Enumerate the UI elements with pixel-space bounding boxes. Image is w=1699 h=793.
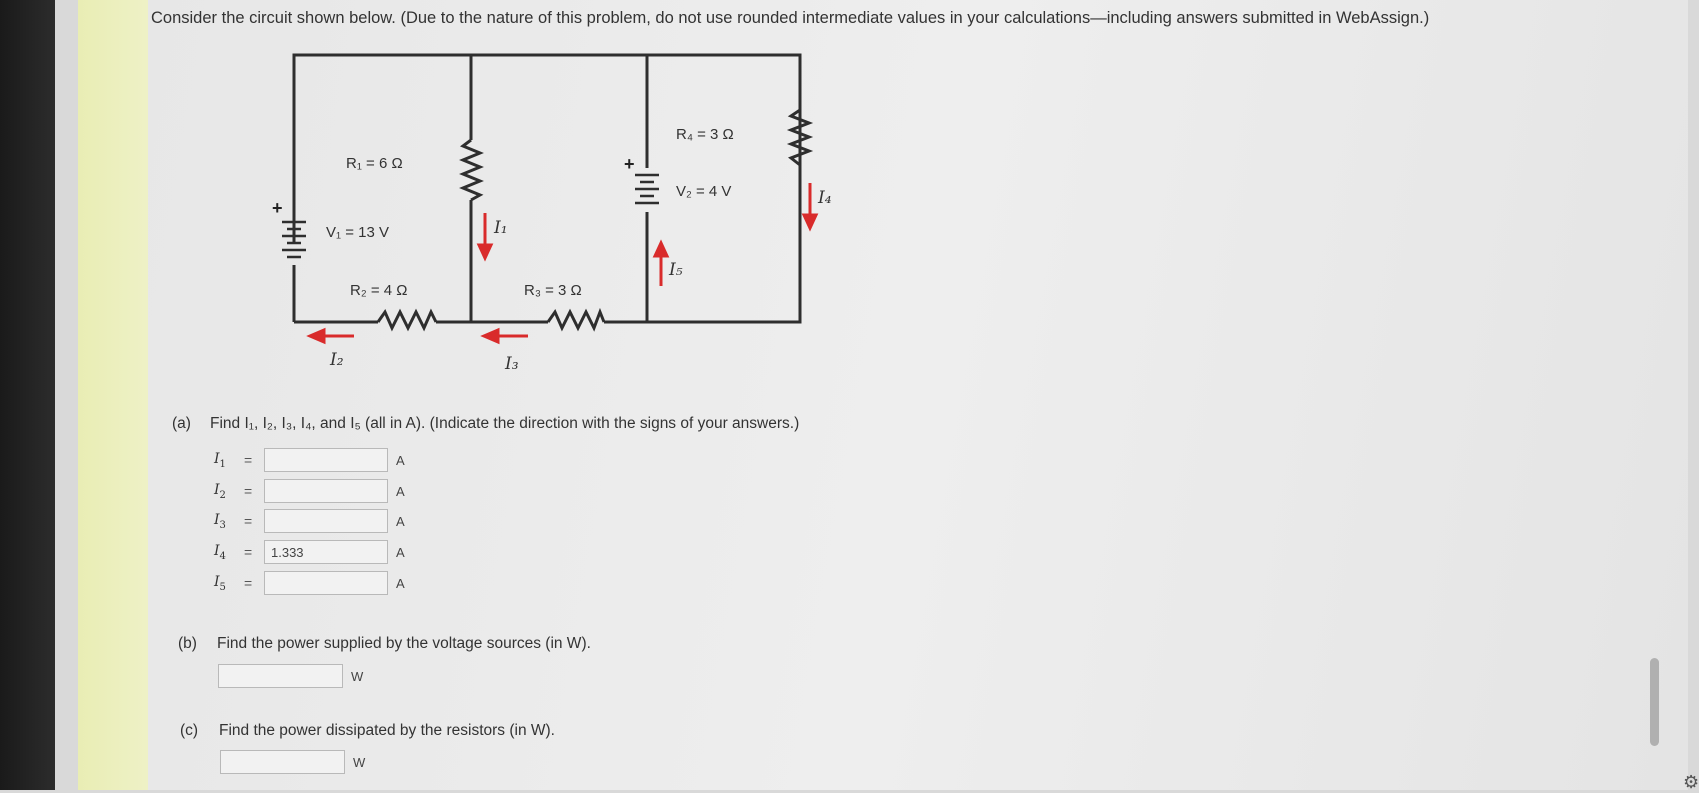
question-text: Consider the circuit shown below. (Due to the nature of this problem, do not use rounded intermediate values in your calculations—including answers submitted in WebAssign.) (151, 9, 1430, 27)
i3-unit: A (396, 513, 405, 529)
r3-label: R₃ = 3 Ω (524, 282, 582, 299)
i3-answer-input[interactable] (264, 509, 388, 533)
i2-unit: A (396, 483, 405, 499)
i2-answer-input[interactable] (264, 479, 388, 503)
i3-label: I₃ (505, 354, 519, 374)
r3-resistor (548, 312, 604, 328)
i2-answer-row (214, 477, 405, 505)
i2-label: I₂ (330, 350, 344, 370)
i4-answer-label: $I_4$ (214, 542, 226, 562)
settings-gear-icon[interactable]: ⚙ (1683, 772, 1699, 792)
i4-unit: A (396, 544, 405, 560)
i5-equals: = (244, 575, 253, 591)
power-supplied-input[interactable] (218, 664, 343, 688)
i4-arrow (804, 183, 816, 228)
v1-label: V₁ = 13 V (326, 224, 390, 241)
part-c-prompt: Find the power dissipated by the resistors (in W). (219, 722, 555, 739)
i5-answer-input[interactable] (264, 571, 388, 595)
part-a-prompt: Find I₁, I₂, I₃, I₄, and I₅ (all in A). (Indicate the direction with the signs of your answers.) (210, 415, 800, 432)
v2-battery (635, 175, 659, 203)
power-supplied-unit: W (351, 668, 364, 684)
i3-arrow (484, 330, 528, 342)
i4-equals: = (244, 544, 253, 560)
r1-label: R₁ = 6 Ω (346, 155, 403, 172)
i4-answer-row (214, 538, 405, 566)
i5-answer-label: $I_5$ (214, 573, 226, 593)
r1-resistor (463, 140, 480, 200)
i5-answer-row (214, 569, 405, 597)
i1-answer-label: $I_1$ (214, 450, 226, 470)
i1-answer-input[interactable] (264, 448, 388, 472)
i3-answer-label: $I_3$ (214, 511, 226, 531)
r4-label: R₄ = 3 Ω (676, 126, 734, 143)
part-b-prompt: Find the power supplied by the voltage sources (in W). (217, 635, 591, 652)
v2-plus-sign: + (624, 154, 635, 174)
power-dissipated-unit: W (353, 754, 366, 770)
r2-resistor (378, 312, 436, 328)
i2-answer-label: $I_2$ (214, 481, 226, 501)
part-b-letter: (b) (178, 635, 197, 652)
i1-arrow (479, 213, 491, 258)
i2-equals: = (244, 483, 253, 499)
part-a-letter: (a) (172, 415, 191, 432)
i3-answer-row (214, 507, 405, 535)
i5-arrow (655, 243, 667, 286)
i3-equals: = (244, 513, 253, 529)
i1-answer-row (214, 446, 405, 474)
power-supplied-row (218, 662, 363, 690)
i4-answer-input[interactable] (264, 540, 388, 564)
i5-unit: A (396, 575, 405, 591)
scrollbar-thumb[interactable] (1650, 658, 1659, 746)
r2-label: R₂ = 4 Ω (350, 282, 408, 299)
power-dissipated-input[interactable] (220, 750, 345, 774)
i4-label: I₄ (818, 188, 832, 208)
v1-plus-sign: + (272, 198, 283, 218)
v2-label: V₂ = 4 V (676, 183, 732, 200)
i1-unit: A (396, 452, 405, 468)
i1-equals: = (244, 452, 253, 468)
power-dissipated-row (220, 748, 365, 776)
i5-label: I₅ (669, 260, 683, 280)
i1-label: I₁ (494, 218, 508, 238)
i2-arrow (310, 330, 354, 342)
part-c-letter: (c) (180, 722, 199, 739)
